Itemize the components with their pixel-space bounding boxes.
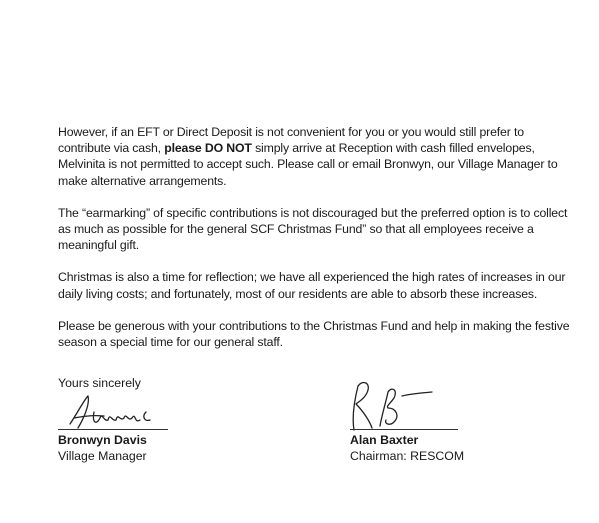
paragraph-payment-text-1: However, if an EFT or Direct Deposit is not convenient for you or you would still prefer to contribute via cash,: [58, 125, 524, 156]
paragraph-payment-emphasis: please DO NOT: [164, 141, 252, 156]
signatory-bronwyn-davis: [58, 433, 147, 464]
signoff: Yours sincerely: [58, 376, 141, 390]
paragraph-reflection: Christmas is also a time for reflection; we have all experienced the high rates of increases in our daily living costs; and fortunately, most of our residents are able to absorb these increases.: [58, 270, 566, 301]
signatory-name: Bronwyn Davis: [58, 433, 147, 447]
signatory-title: Chairman: RESCOM: [350, 448, 465, 463]
signature-line-right: [350, 429, 458, 430]
paragraph-appeal: Please be generous with your contributions to the Christmas Fund and help in making the festive season a special time for our general staff.: [58, 318, 570, 350]
paragraph-earmarking: The “earmarking” of specific contributions is not discouraged but the preferred option is to collect as much as possible for the general SCF Christmas Fund” so that all employees receive a meaningful gift.: [58, 205, 568, 253]
paragraph-payment-text-2: simply arrive at Reception with cash filled envelopes, Melvinita is not permitted to accept such. Please call or email Bronwyn, our Village Manager to make alternative arrangements.: [58, 141, 558, 188]
signature-alan-baxter: [340, 372, 450, 436]
letter-body: [58, 124, 578, 350]
signatory-title: Village Manager: [58, 448, 147, 463]
paragraph-payment-instructions: [58, 124, 578, 189]
signatory-alan-baxter: [350, 433, 464, 464]
signature-line-left: [58, 429, 168, 430]
signatory-name: Alan Baxter: [350, 433, 419, 447]
